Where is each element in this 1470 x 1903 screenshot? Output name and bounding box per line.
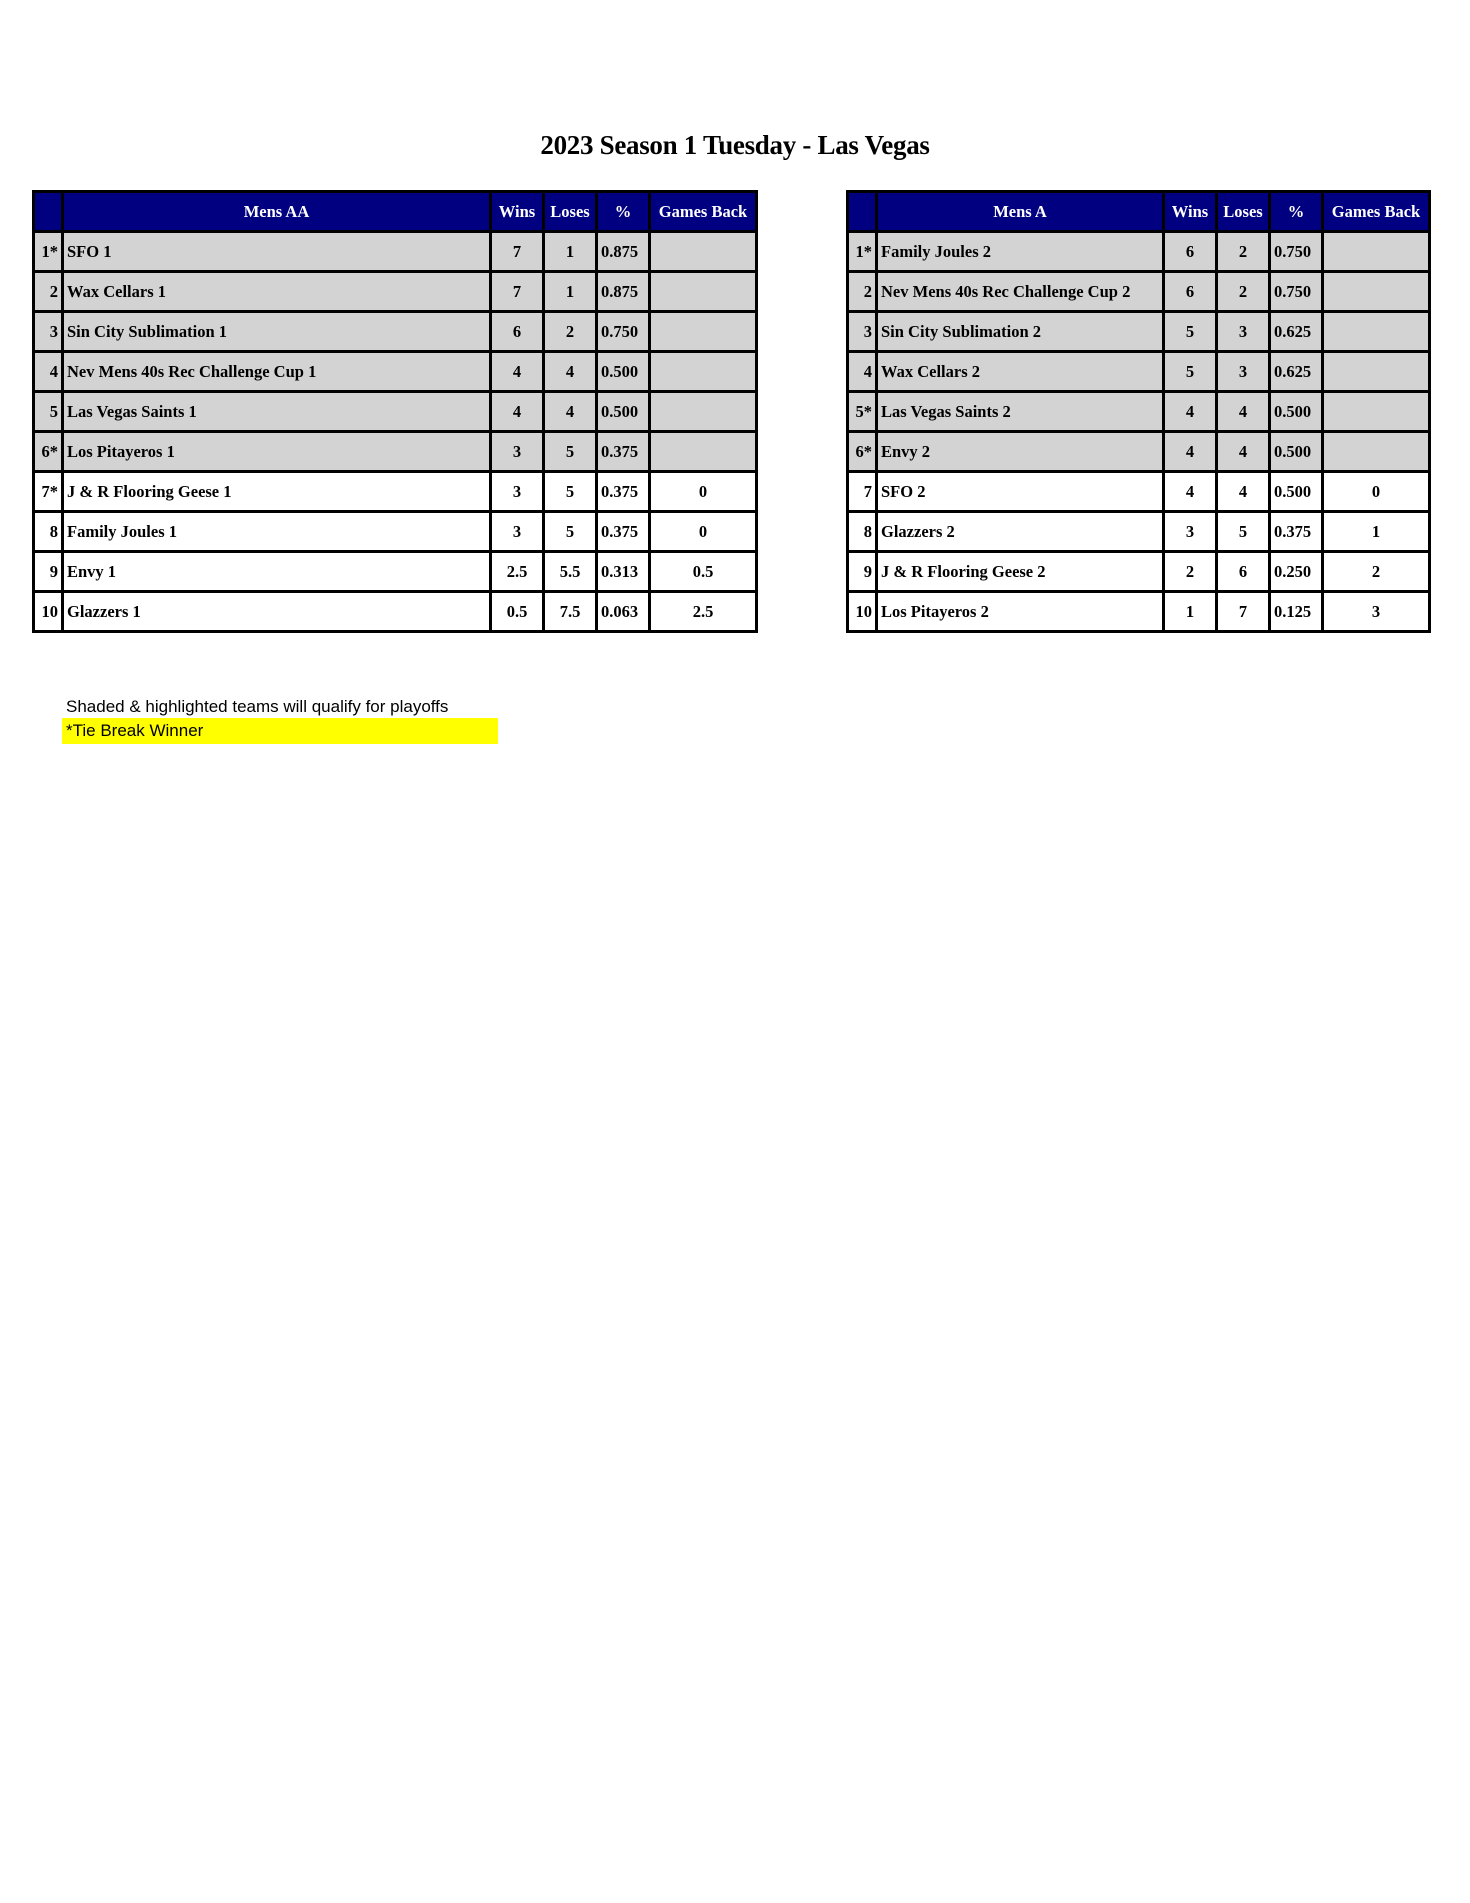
loses-cell: 1 xyxy=(544,272,597,312)
rank-cell: 9 xyxy=(848,552,877,592)
games-back-cell: 2 xyxy=(1323,552,1430,592)
games-back-cell: 2.5 xyxy=(650,592,757,632)
page-title: 2023 Season 1 Tuesday - Las Vegas xyxy=(540,130,930,160)
pct-cell: 0.375 xyxy=(597,472,650,512)
wins-cell: 4 xyxy=(491,392,544,432)
games-back-cell xyxy=(650,272,757,312)
rank-cell: 3 xyxy=(34,312,63,352)
standings-table-mens-aa xyxy=(32,190,758,633)
games-back-cell xyxy=(1323,272,1430,312)
table-row xyxy=(34,472,757,512)
team-name-cell: Wax Cellars 1 xyxy=(63,272,491,312)
table-row xyxy=(34,352,757,392)
loses-cell: 5 xyxy=(544,472,597,512)
team-name-cell: Nev Mens 40s Rec Challenge Cup 1 xyxy=(63,352,491,392)
tie-break-note: *Tie Break Winner xyxy=(62,718,498,744)
wins-cell: 3 xyxy=(491,512,544,552)
games-back-cell xyxy=(650,232,757,272)
team-name-cell: Nev Mens 40s Rec Challenge Cup 2 xyxy=(877,272,1164,312)
team-name-cell: Las Vegas Saints 2 xyxy=(877,392,1164,432)
wins-cell: 4 xyxy=(491,352,544,392)
loses-cell: 4 xyxy=(1217,432,1270,472)
rank-cell: 10 xyxy=(848,592,877,632)
loses-cell: 2 xyxy=(544,312,597,352)
table-row xyxy=(848,592,1430,632)
loses-cell: 4 xyxy=(544,392,597,432)
rank-cell: 8 xyxy=(34,512,63,552)
games-back-cell xyxy=(1323,432,1430,472)
wins-cell: 0.5 xyxy=(491,592,544,632)
games-back-cell: 0.5 xyxy=(650,552,757,592)
games-back-cell xyxy=(650,392,757,432)
table-header-row xyxy=(848,192,1430,232)
loses-cell: 6 xyxy=(1217,552,1270,592)
games-back-cell: 0 xyxy=(650,472,757,512)
loses-cell: 2 xyxy=(1217,272,1270,312)
wins-header: Wins xyxy=(1164,192,1217,232)
rank-cell: 8 xyxy=(848,512,877,552)
pct-cell: 0.625 xyxy=(1270,352,1323,392)
pct-cell: 0.875 xyxy=(597,232,650,272)
table-row xyxy=(848,512,1430,552)
table-row xyxy=(34,272,757,312)
loses-cell: 7 xyxy=(1217,592,1270,632)
pct-cell: 0.500 xyxy=(1270,432,1323,472)
loses-cell: 3 xyxy=(1217,352,1270,392)
table-row xyxy=(848,432,1430,472)
wins-cell: 6 xyxy=(491,312,544,352)
rank-cell: 3 xyxy=(848,312,877,352)
pct-cell: 0.500 xyxy=(597,392,650,432)
wins-cell: 4 xyxy=(1164,392,1217,432)
rank-cell: 10 xyxy=(34,592,63,632)
table-row xyxy=(848,232,1430,272)
games-back-cell xyxy=(650,432,757,472)
pct-cell: 0.875 xyxy=(597,272,650,312)
team-name-cell: SFO 1 xyxy=(63,232,491,272)
rank-cell: 4 xyxy=(848,352,877,392)
team-name-cell: Los Pitayeros 2 xyxy=(877,592,1164,632)
rank-header xyxy=(34,192,63,232)
team-name-cell: Family Joules 2 xyxy=(877,232,1164,272)
loses-cell: 4 xyxy=(544,352,597,392)
pct-cell: 0.750 xyxy=(597,312,650,352)
loses-cell: 3 xyxy=(1217,312,1270,352)
team-name-cell: Los Pitayeros 1 xyxy=(63,432,491,472)
games-back-cell: 3 xyxy=(1323,592,1430,632)
loses-header: Loses xyxy=(1217,192,1270,232)
team-name-cell: Las Vegas Saints 1 xyxy=(63,392,491,432)
table-row xyxy=(34,552,757,592)
wins-cell: 5 xyxy=(1164,312,1217,352)
loses-header: Loses xyxy=(544,192,597,232)
pct-cell: 0.750 xyxy=(1270,272,1323,312)
loses-cell: 5 xyxy=(1217,512,1270,552)
loses-cell: 2 xyxy=(1217,232,1270,272)
table-row xyxy=(34,312,757,352)
division-name: Mens A xyxy=(877,192,1164,232)
loses-cell: 4 xyxy=(1217,472,1270,512)
rank-header xyxy=(848,192,877,232)
wins-cell: 5 xyxy=(1164,352,1217,392)
games-back-cell xyxy=(650,352,757,392)
pct-cell: 0.500 xyxy=(1270,472,1323,512)
pct-cell: 0.625 xyxy=(1270,312,1323,352)
pct-cell: 0.375 xyxy=(597,512,650,552)
games-back-cell xyxy=(650,312,757,352)
table-row xyxy=(848,552,1430,592)
team-name-cell: Family Joules 1 xyxy=(63,512,491,552)
wins-cell: 1 xyxy=(1164,592,1217,632)
games-back-header: Games Back xyxy=(1323,192,1430,232)
pct-cell: 0.375 xyxy=(597,432,650,472)
games-back-cell: 1 xyxy=(1323,512,1430,552)
pct-cell: 0.250 xyxy=(1270,552,1323,592)
table-row xyxy=(848,312,1430,352)
rank-cell: 7 xyxy=(848,472,877,512)
wins-cell: 7 xyxy=(491,272,544,312)
team-name-cell: J & R Flooring Geese 2 xyxy=(877,552,1164,592)
rank-cell: 5 xyxy=(34,392,63,432)
rank-cell: 5* xyxy=(848,392,877,432)
games-back-cell xyxy=(1323,232,1430,272)
rank-cell: 2 xyxy=(848,272,877,312)
team-name-cell: Envy 1 xyxy=(63,552,491,592)
games-back-cell xyxy=(1323,312,1430,352)
rank-cell: 1* xyxy=(34,232,63,272)
games-back-cell xyxy=(1323,392,1430,432)
loses-cell: 7.5 xyxy=(544,592,597,632)
wins-cell: 6 xyxy=(1164,272,1217,312)
rank-cell: 9 xyxy=(34,552,63,592)
team-name-cell: Envy 2 xyxy=(877,432,1164,472)
rank-cell: 6* xyxy=(848,432,877,472)
rank-cell: 7* xyxy=(34,472,63,512)
wins-cell: 3 xyxy=(491,432,544,472)
team-name-cell: Sin City Sublimation 2 xyxy=(877,312,1164,352)
table-row xyxy=(34,512,757,552)
table-row xyxy=(34,432,757,472)
pct-cell: 0.313 xyxy=(597,552,650,592)
pct-cell: 0.375 xyxy=(1270,512,1323,552)
wins-header: Wins xyxy=(491,192,544,232)
team-name-cell: SFO 2 xyxy=(877,472,1164,512)
playoff-note: Shaded & highlighted teams will qualify for playoffs xyxy=(66,697,449,716)
table-row xyxy=(848,352,1430,392)
pct-cell: 0.500 xyxy=(597,352,650,392)
pct-header: % xyxy=(1270,192,1323,232)
wins-cell: 4 xyxy=(1164,432,1217,472)
games-back-cell xyxy=(1323,352,1430,392)
table-row xyxy=(34,232,757,272)
rank-cell: 6* xyxy=(34,432,63,472)
table-row xyxy=(848,272,1430,312)
pct-header: % xyxy=(597,192,650,232)
standings-table-mens-a xyxy=(846,190,1431,633)
team-name-cell: Glazzers 1 xyxy=(63,592,491,632)
loses-cell: 4 xyxy=(1217,392,1270,432)
rank-cell: 4 xyxy=(34,352,63,392)
games-back-cell: 0 xyxy=(650,512,757,552)
games-back-header: Games Back xyxy=(650,192,757,232)
loses-cell: 5 xyxy=(544,512,597,552)
loses-cell: 1 xyxy=(544,232,597,272)
loses-cell: 5.5 xyxy=(544,552,597,592)
wins-cell: 2 xyxy=(1164,552,1217,592)
wins-cell: 3 xyxy=(1164,512,1217,552)
division-name: Mens AA xyxy=(63,192,491,232)
wins-cell: 7 xyxy=(491,232,544,272)
wins-cell: 4 xyxy=(1164,472,1217,512)
wins-cell: 2.5 xyxy=(491,552,544,592)
wins-cell: 6 xyxy=(1164,232,1217,272)
team-name-cell: Wax Cellars 2 xyxy=(877,352,1164,392)
table-row xyxy=(848,392,1430,432)
games-back-cell: 0 xyxy=(1323,472,1430,512)
team-name-cell: Glazzers 2 xyxy=(877,512,1164,552)
rank-cell: 2 xyxy=(34,272,63,312)
wins-cell: 3 xyxy=(491,472,544,512)
table-row xyxy=(34,392,757,432)
loses-cell: 5 xyxy=(544,432,597,472)
pct-cell: 0.063 xyxy=(597,592,650,632)
team-name-cell: J & R Flooring Geese 1 xyxy=(63,472,491,512)
table-row xyxy=(848,472,1430,512)
pct-cell: 0.750 xyxy=(1270,232,1323,272)
rank-cell: 1* xyxy=(848,232,877,272)
pct-cell: 0.500 xyxy=(1270,392,1323,432)
table-header-row xyxy=(34,192,757,232)
team-name-cell: Sin City Sublimation 1 xyxy=(63,312,491,352)
table-row xyxy=(34,592,757,632)
pct-cell: 0.125 xyxy=(1270,592,1323,632)
